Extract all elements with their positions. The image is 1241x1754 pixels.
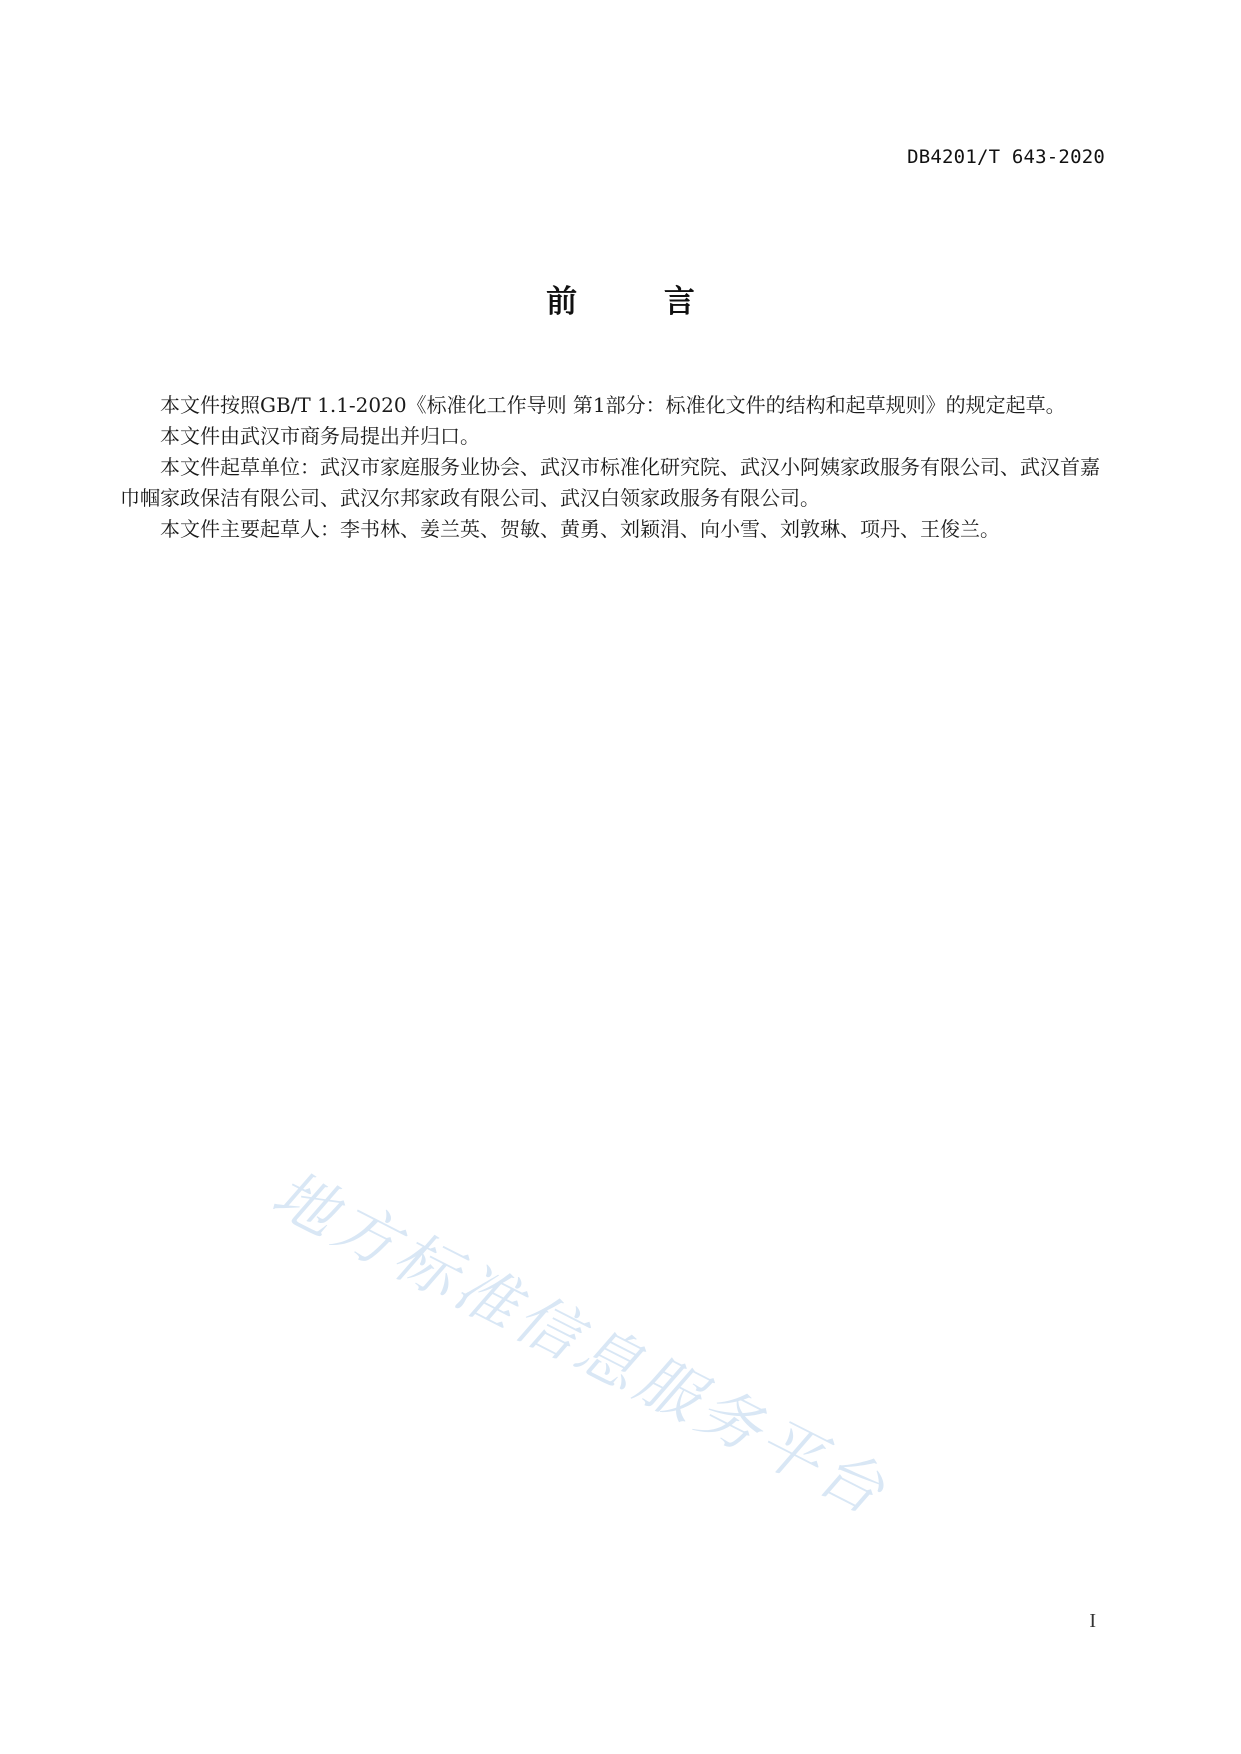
preface-paragraph-drafters: 本文件主要起草人：李书林、姜兰英、贺敏、黄勇、刘颖涓、向小雪、刘敦琳、项丹、王俊兰。 <box>160 517 1000 541</box>
preface-body <box>120 390 1104 545</box>
document-code: DB4201/T 643-2020 <box>907 146 1105 168</box>
preface-paragraph-drafting-units: 本文件起草单位：武汉市家庭服务业协会、武汉市标准化研究院、武汉小阿姨家政服务有限公司、武汉首嘉巾帼家政保洁有限公司、武汉尔邦家政有限公司、武汉白领家政服务有限公司。 <box>120 455 1100 510</box>
preface-paragraph-drafting-basis: 本文件按照GB/T 1.1-2020《标准化工作导则 第1部分：标准化文件的结构和起草规则》的规定起草。 <box>160 393 1066 417</box>
page-number: I <box>1089 1610 1096 1632</box>
preface-paragraph-proposer: 本文件由武汉市商务局提出并归口。 <box>160 424 480 448</box>
page-title: 前 言 <box>546 284 733 320</box>
watermark: 地方标准信息服务平台 <box>261 1156 901 1531</box>
